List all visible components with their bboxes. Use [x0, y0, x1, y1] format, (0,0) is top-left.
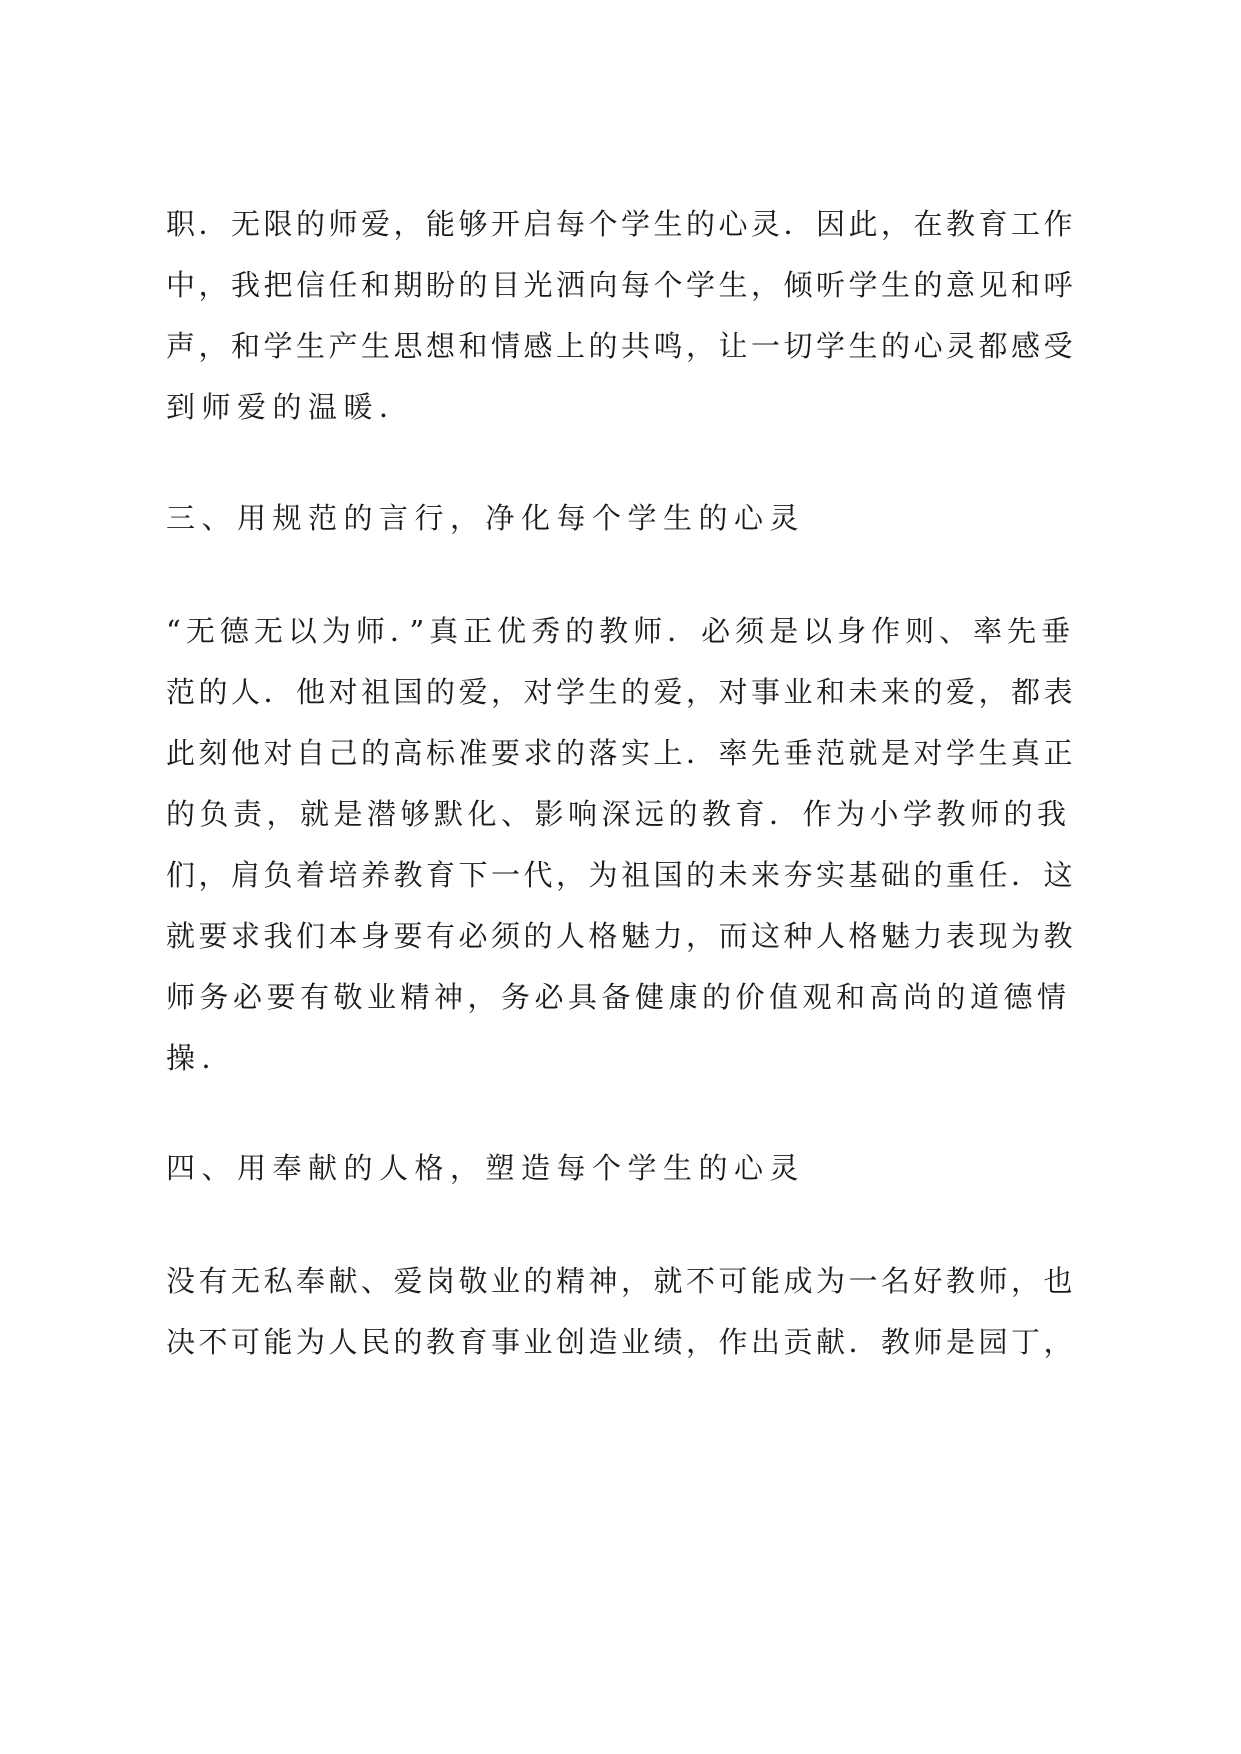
paragraph-line: 们，肩负着培养教育下一代，为祖国的未来夯实基础的重任．这 — [166, 858, 1077, 892]
paragraph-line: 操． — [166, 1041, 238, 1075]
paragraph-line: 范的人．他对祖国的爱，对学生的爱，对事业和未来的爱，都表 — [166, 675, 1077, 709]
paragraph-line: 师务必要有敬业精神，务必具备健康的价值观和高尚的道德情 — [166, 980, 1071, 1014]
paragraph-line: 中，我把信任和期盼的目光洒向每个学生，倾听学生的意见和呼 — [166, 268, 1077, 302]
paragraph-line: “无德无以为师．”真正优秀的教师．必须是以身作则、率先垂 — [166, 614, 1076, 648]
paragraph-line: 的负责，就是潜够默化、影响深远的教育．作为小学教师的我 — [166, 797, 1071, 831]
paragraph-line: 没有无私奉献、爱岗敬业的精神，就不可能成为一名好教师，也 — [166, 1264, 1077, 1298]
section-heading: 三、用规范的言行，净化每个学生的心灵 — [166, 501, 806, 535]
paragraph-line: 此刻他对自己的高标准要求的落实上．率先垂范就是对学生真正 — [166, 736, 1077, 770]
section-heading: 四、用奉献的人格，塑造每个学生的心灵 — [166, 1151, 806, 1185]
paragraph-line: 职．无限的师爱，能够开启每个学生的心灵．因此，在教育工作 — [166, 207, 1077, 241]
paragraph-line: 就要求我们本身要有必须的人格魅力，而这种人格魅力表现为教 — [166, 919, 1077, 953]
paragraph-line: 声，和学生产生思想和情感上的共鸣，让一切学生的心灵都感受 — [166, 329, 1077, 363]
paragraph-line: 到师爱的温暖． — [166, 390, 415, 424]
paragraph-line: 决不可能为人民的教育事业创造业绩，作出贡献．教师是园丁， — [166, 1325, 1077, 1359]
